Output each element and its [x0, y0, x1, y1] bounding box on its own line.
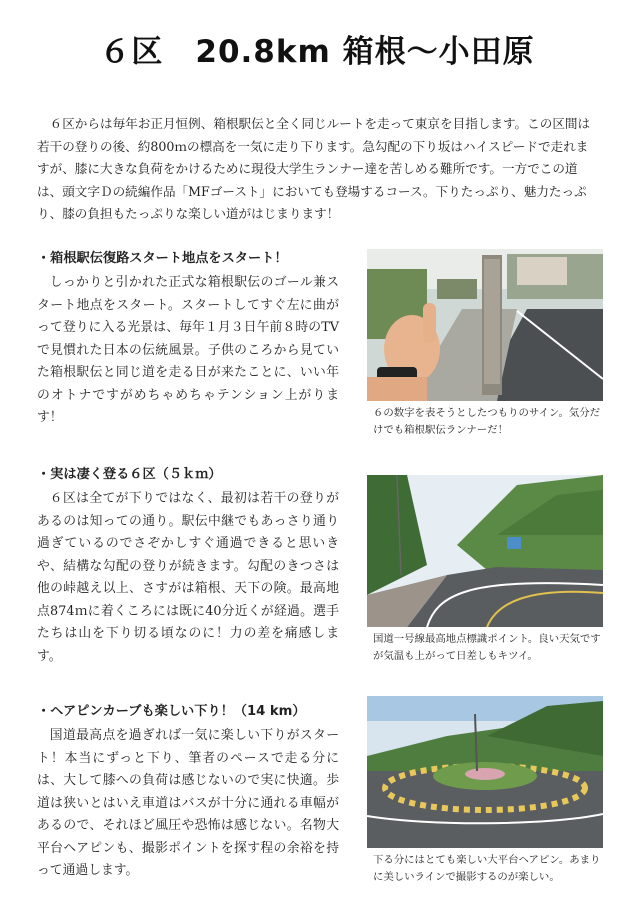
section-heading: ・箱根駅伝復路スタート地点をスタート！ — [37, 251, 288, 266]
photo-caption: ６の数字を表そうとしたつもりのサイン。気分だけでも箱根駅伝ランナーだ！ — [373, 407, 601, 436]
section-heading: ・ヘアピンカーブも楽しい下り！（14 km） — [37, 704, 306, 719]
photo-hairpin — [367, 696, 603, 848]
page-title: ６区 20.8km 箱根〜小田原 — [99, 34, 535, 70]
section-body: しっかりと引かれた正式な箱根駅伝のゴール兼スタート地点をスタート。スタートしてすぐ左に曲がって登りに入る光景は、毎年１月３日午前８時のTVで見慣れた日本の伝統風景。子供のころから見ていた箱根駅伝と同じ道を走る日が来たことに、いい年のオトナですがめちゃめちゃテンション上がります！ — [37, 275, 339, 425]
section-climb — [37, 466, 339, 668]
section-body: ６区は全てが下りではなく、最初は若干の登りがあるのは知っての通り。駅伝中継でもあっさり通り過ぎているのでさぞかしすぐ通過できると思いきや、結構な勾配の登りが続きます。勾配のきつさは他の峠越え以上、さすがは箱根、天下の険。最高地点874ｍに着くころには既に40分近くが経過。選手たちは山を下り切る頃なのに！力の差を痛感します。 — [37, 491, 339, 664]
section-body: 国道最高点を過ぎれば一気に楽しい下りがスタート！本当にずっと下り、筆者のペースで走る分には、大して膝への負荷は感じないので実に快適。歩道は狭いとはいえ車道はバスが十分に通れる車幅があるので、それほど風圧や恐怖は感じない。名物大平台ヘアピンも、撮影ポイントを探す程の余裕を持って通過します。 — [37, 728, 339, 878]
photo-caption: 国道一号線最高地点標識ポイント。良い天気ですが気温も上がって日差しもキツイ。 — [373, 633, 601, 662]
intro-paragraph: ６区からは毎年お正月恒例、箱根駅伝と全く同じルートを走って東京を目指します。この区間は若干の登りの後、約800ｍの標高を一気に走り下ります。急勾配の下り坂はハイスピードで走れますが、膝に大きな負荷をかけるために現役大学生ランナー達を苦しめる難所です。一方でこの道は、頭文字Ｄの続編作品「MFゴースト」においても登場するコース。下りたっぷり、魅力たっぷり、膝の負担もたっぷりな楽しい道がはじまります！ — [37, 116, 591, 221]
photo-start-point — [367, 249, 603, 401]
start-point-hand-sign-icon — [367, 249, 603, 401]
hairpin-curve-icon — [367, 696, 603, 848]
section-heading: ・実は凄く登る６区（５ｋｍ） — [37, 467, 222, 482]
section-hairpin — [37, 703, 339, 883]
highest-point-road-icon — [367, 475, 603, 627]
section-start-point — [37, 250, 339, 430]
photo-caption: 下る分にはとても楽しい大平台ヘアピン。あまりに美しいラインで撮影するのが楽しい。 — [373, 854, 601, 883]
photo-highest-point — [367, 475, 603, 627]
